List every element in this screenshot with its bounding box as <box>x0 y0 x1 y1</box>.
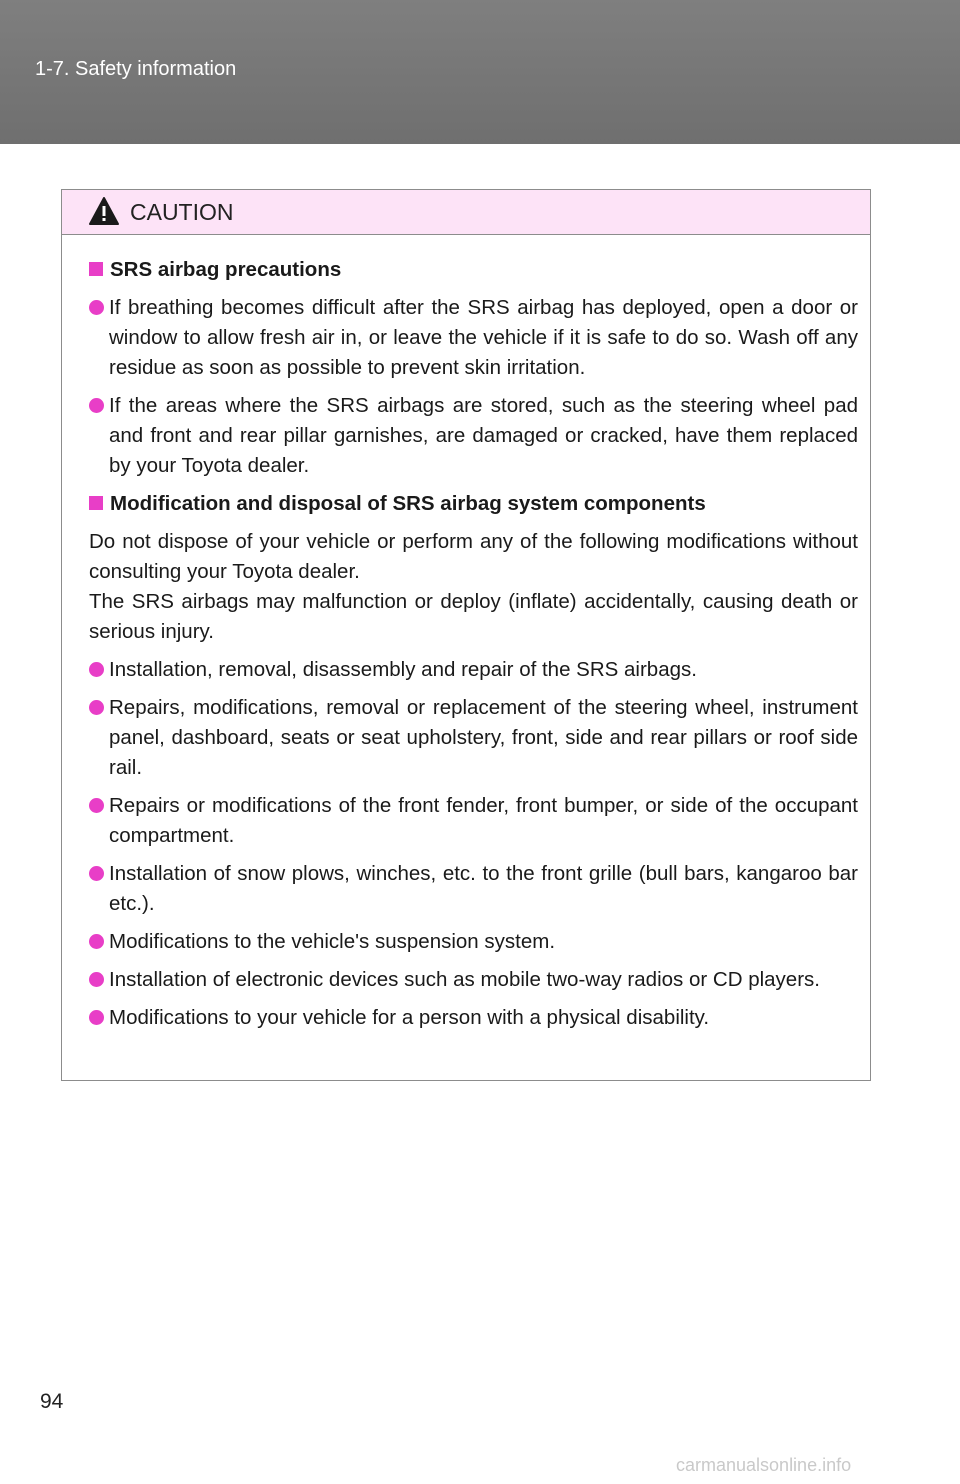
bullet-dot-icon <box>89 798 104 813</box>
list-item: If breathing becomes difficult after the SRS airbag has deployed, open a door or window to allow fresh air in, or leave the vehicle if it is safe to do so. Wash off any residue as soon as possible to prevent skin irritation. <box>89 293 858 383</box>
list-item: Installation, removal, disassembly and repair of the SRS airbags. <box>89 655 858 685</box>
heading-modification-disposal: Modification and disposal of SRS airbag system components <box>89 489 858 519</box>
bullet-dot-icon <box>89 1010 104 1025</box>
square-bullet-icon <box>89 262 103 276</box>
list-item: If the areas where the SRS airbags are stored, such as the steering wheel pad and front and rear pillar garnishes, are damaged or cracked, have them replaced by your Toyota dealer. <box>89 391 858 481</box>
list-item: Modifications to your vehicle for a person with a physical disability. <box>89 1003 858 1033</box>
warning-triangle-icon <box>88 196 120 226</box>
bullet-dot-icon <box>89 398 104 413</box>
caution-box <box>61 189 871 1081</box>
caution-label: CAUTION <box>130 199 234 225</box>
paragraph: Do not dispose of your vehicle or perform any of the following modifications without consulting your Toyota dealer. The SRS airbags may malfunction or deploy (inflate) accidentally, causing death or serious injury. <box>89 530 858 643</box>
heading-srs-precautions: SRS airbag precautions <box>89 255 858 285</box>
square-bullet-icon <box>89 496 103 510</box>
watermark: carmanualsonline.info <box>676 1455 852 1475</box>
bullet-dot-icon <box>89 934 104 949</box>
page-header <box>0 0 960 144</box>
bullet-dot-icon <box>89 700 104 715</box>
list-item: Installation of electronic devices such as mobile two-way radios or CD players. <box>89 965 858 995</box>
list-item: Repairs, modifications, removal or replacement of the steering wheel, instrument panel, dashboard, seats or seat upholstery, front, side and rear pillars or roof side rail. <box>89 693 858 783</box>
section-title: 1-7. Safety information <box>35 58 237 80</box>
bullet-dot-icon <box>89 972 104 987</box>
caution-header <box>62 190 870 235</box>
bullet-dot-icon <box>89 662 104 677</box>
page-number: 94 <box>40 1390 64 1413</box>
bullet-dot-icon <box>89 866 104 881</box>
caution-content <box>62 235 870 1033</box>
list-item: Installation of snow plows, winches, etc. to the front grille (bull bars, kangaroo bar etc.). <box>89 859 858 919</box>
list-item: Modifications to the vehicle's suspension system. <box>89 927 858 957</box>
bullet-dot-icon <box>89 300 104 315</box>
list-item: Repairs or modifications of the front fender, front bumper, or side of the occupant compartment. <box>89 791 858 851</box>
